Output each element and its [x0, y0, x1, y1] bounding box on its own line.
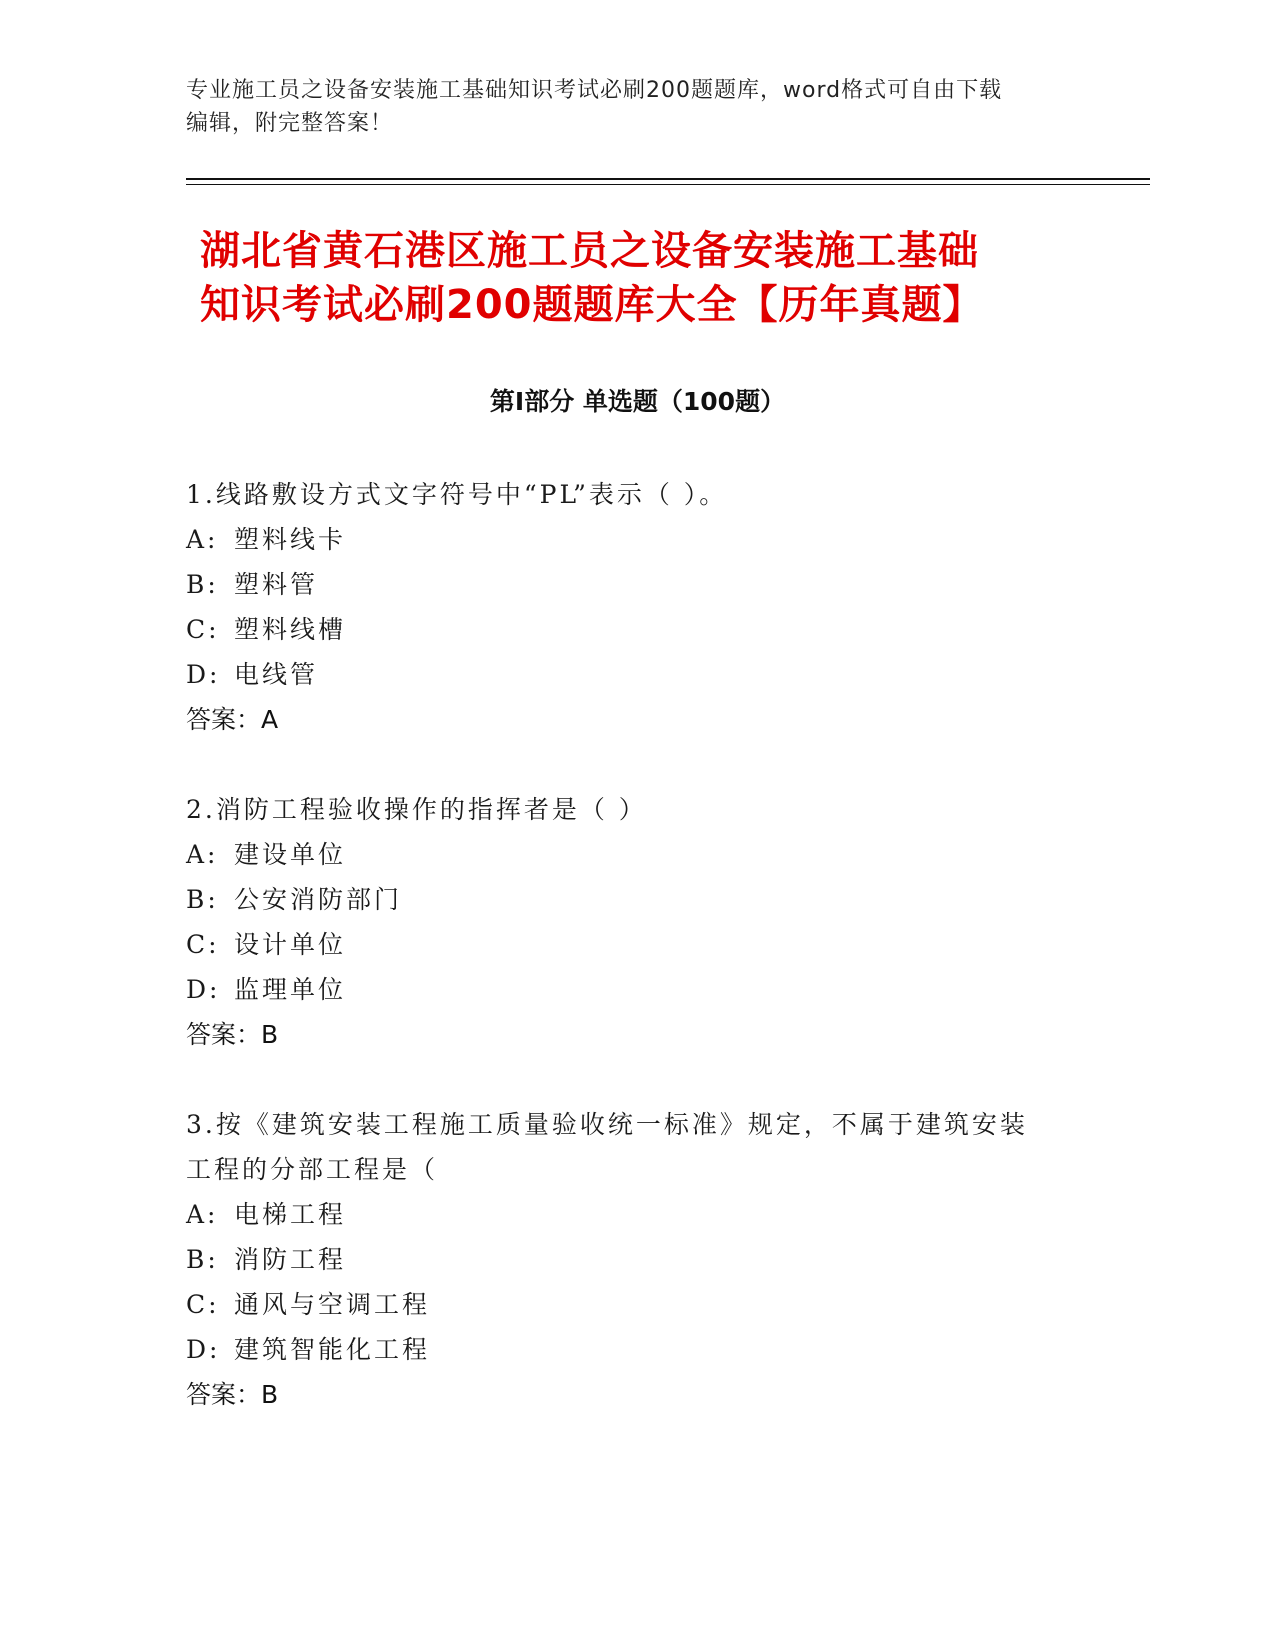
option-d: [186, 1327, 1066, 1372]
header-note: [186, 74, 1066, 140]
document-title-line-2: 知识考试必刷200题题库大全【历年真题】: [200, 282, 984, 328]
question-stem: 2.消防工程验收操作的指挥者是（ ）: [186, 795, 647, 824]
option-label: D:: [186, 660, 221, 689]
option-label: A:: [186, 840, 219, 869]
option-b: [186, 877, 1066, 922]
question-stem-line-2: 工程的分部工程是（: [186, 1155, 439, 1184]
option-label: B:: [186, 885, 219, 914]
option-label: D:: [186, 975, 221, 1004]
option-c: [186, 922, 1066, 967]
option-b: [186, 1237, 1066, 1282]
question-2: [186, 787, 1066, 1057]
option-text: 设计单位: [234, 930, 347, 959]
question-stem-line-1: 3.按《建筑安装工程施工质量验收统一标准》规定，不属于建筑安装: [186, 1110, 1028, 1139]
answer: 答案：B: [186, 1380, 279, 1409]
option-label: C:: [186, 930, 220, 959]
question-1: [186, 472, 1066, 742]
option-label: B:: [186, 570, 219, 599]
option-label: C:: [186, 615, 220, 644]
option-text: 塑料线槽: [234, 615, 347, 644]
option-label: A:: [186, 1200, 219, 1229]
option-text: 建设单位: [234, 840, 347, 869]
option-d: [186, 652, 1066, 697]
header-divider-thick: [186, 178, 1150, 180]
option-a: [186, 832, 1066, 877]
question-stem: 1.线路敷设方式文字符号中“PL”表示（ ）。: [186, 480, 728, 509]
option-text: 建筑智能化工程: [234, 1335, 431, 1364]
option-text: 塑料管: [234, 570, 319, 599]
option-c: [186, 1282, 1066, 1327]
answer: 答案：B: [186, 1020, 279, 1049]
header-note-line-2: 编辑，附完整答案！: [186, 111, 394, 136]
option-text: 电线管: [234, 660, 319, 689]
option-a: [186, 1192, 1066, 1237]
option-label: A:: [186, 525, 219, 554]
option-b: [186, 562, 1066, 607]
option-text: 监理单位: [234, 975, 347, 1004]
option-a: [186, 517, 1066, 562]
option-c: [186, 607, 1066, 652]
header-note-line-1: 专业施工员之设备安装施工基础知识考试必刷200题题库，word格式可自由下载: [186, 78, 1003, 103]
question-3: [186, 1102, 1066, 1417]
option-text: 通风与空调工程: [234, 1290, 431, 1319]
option-d: [186, 967, 1066, 1012]
option-label: C:: [186, 1290, 220, 1319]
option-text: 电梯工程: [234, 1200, 347, 1229]
section-heading: 第Ⅰ部分 单选题（100题）: [489, 387, 786, 416]
document-title: [200, 224, 1100, 332]
option-text: 公安消防部门: [234, 885, 403, 914]
option-label: B:: [186, 1245, 219, 1274]
document-title-line-1: 湖北省黄石港区施工员之设备安装施工基础: [200, 228, 979, 274]
header-divider-thin: [186, 184, 1150, 185]
option-label: D:: [186, 1335, 221, 1364]
option-text: 消防工程: [234, 1245, 347, 1274]
answer: 答案：A: [186, 705, 279, 734]
option-text: 塑料线卡: [234, 525, 347, 554]
